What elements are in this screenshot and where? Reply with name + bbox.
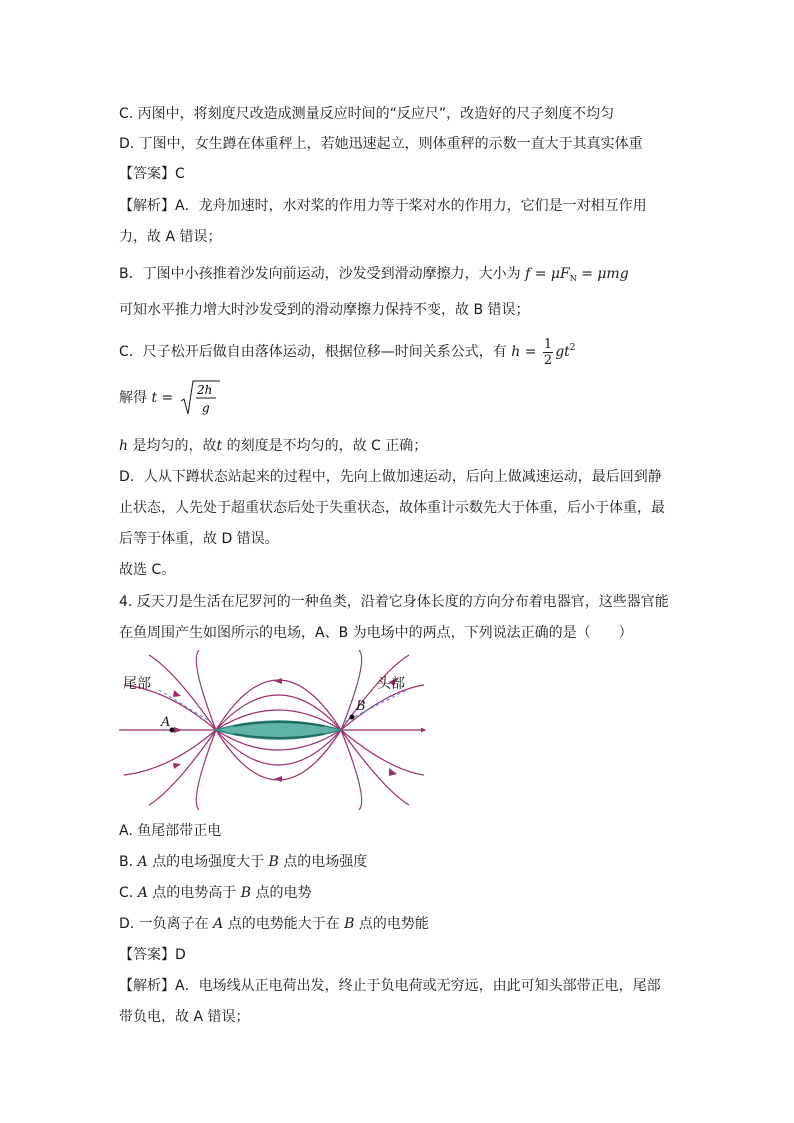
formula-subscript: N [569, 274, 577, 283]
time-formula [151, 383, 219, 415]
text: 点的电势 [251, 885, 312, 901]
question-4-stem: 在鱼周围产生如图所示的电场，A、B 为电场中的两点，下列说法正确的是（ ） [119, 625, 633, 641]
sqrt-symbol [180, 378, 220, 418]
var: B [268, 854, 279, 870]
formula-superscript: 2 [569, 343, 576, 353]
formula-part: t [151, 390, 158, 406]
analysis-line: 止状态，人先处于超重状态后处于失重状态，故体重计示数先大于体重，后小于体重，最 [119, 500, 665, 516]
choice-line: 故选 C。 [119, 562, 176, 578]
point-b-label: B [356, 699, 366, 714]
text: 点的电场强度 [278, 854, 368, 870]
formula-part: = [520, 344, 541, 360]
option-b [119, 853, 367, 871]
var: A [137, 885, 148, 901]
field-lines-svg [119, 650, 429, 810]
displacement-formula [511, 336, 576, 368]
head-label: 头部 [377, 676, 405, 692]
var-h: h [119, 438, 129, 454]
formula-part: gt [555, 344, 570, 360]
option-d-prev: D. 丁图中，女生蹲在体重秤上，若她迅速起立，则体重秤的示数一直大于其真实体重 [119, 136, 643, 152]
electric-field-figure [119, 650, 429, 810]
fish-body [216, 721, 341, 739]
question-4-stem: 4. 反天刀是生活在尼罗河的一种鱼类，沿着它身体长度的方向分布着电器官，这些器官能 [119, 594, 669, 610]
text: 点的电势能大于在 [223, 916, 345, 932]
answer-label: 【答案】C [119, 166, 185, 182]
var: B [240, 885, 252, 901]
formula-part: = μmg [576, 266, 629, 282]
var: A [137, 854, 148, 870]
text: 点的电势高于 [147, 885, 241, 901]
option-c-prev: C. 丙图中，将刻度尺改造成测量反应时间的“反应尺”，改造好的尺子刻度不均匀 [119, 106, 615, 122]
text: 解得 [119, 390, 147, 406]
analysis-d-line: D．人从下蹲状态站起来的过程中，先向上做加速运动，后向上做减速运动，最后回到静 [119, 469, 662, 485]
text: 点的电势能 [354, 916, 429, 932]
text: B．丁图中小孩推着沙发向前运动，沙发受到滑动摩擦力，大小为 [119, 266, 521, 282]
var: A [213, 916, 224, 932]
analysis-c-line [119, 330, 576, 366]
text: 的刻度是不均匀的，故 C 正确； [222, 438, 428, 454]
solve-line [119, 378, 220, 418]
option-c [119, 884, 311, 902]
analysis-line: 力，故 A 错误； [119, 229, 222, 245]
formula-part: = [157, 390, 178, 406]
analysis-line: 可知水平推力增大时沙发受到的滑动摩擦力保持不变，故 B 错误； [119, 302, 530, 318]
analysis-line: 【解析】A．龙舟加速时，水对桨的作用力等于桨对水的作用力，它们是一对相互作用 [119, 198, 647, 214]
point-b-dot [350, 715, 355, 720]
text: D. 一负离子在 [119, 916, 214, 932]
var: B [344, 916, 355, 932]
option-d [119, 915, 429, 933]
formula-part: f = μF [525, 266, 570, 282]
friction-formula [525, 266, 629, 282]
answer-label: 【答案】D [119, 947, 186, 963]
analysis-b-line [119, 265, 629, 288]
text: C. [119, 885, 138, 901]
tail-label: 尾部 [123, 676, 151, 692]
point-a-label: A [161, 715, 171, 730]
text: 是均匀的，故 [128, 438, 217, 454]
fraction [543, 337, 553, 368]
text: 点的电场强度大于 [147, 854, 269, 870]
analysis-line: 带负电，故 A 错误； [119, 1009, 250, 1025]
numerator: 1 [543, 336, 553, 352]
analysis-line: 后等于体重，故 D 错误。 [119, 531, 279, 547]
sqrt-denominator: g [201, 401, 210, 415]
text: C．尺子松开后做自由落体运动，根据位移—时间关系公式，有 [119, 344, 507, 360]
option-a: A. 鱼尾部带正电 [119, 823, 222, 839]
formula-part: h [511, 344, 521, 360]
sqrt-numerator: 2h [196, 383, 213, 397]
analysis-line: 【解析】A．电场线从正电荷出发，终止于负电荷或无穷远，由此可知头部带正电，尾部 [119, 978, 661, 994]
text: B. [119, 854, 138, 870]
var-t: t [216, 438, 223, 454]
denominator: 2 [543, 352, 553, 368]
analysis-line [119, 437, 427, 455]
